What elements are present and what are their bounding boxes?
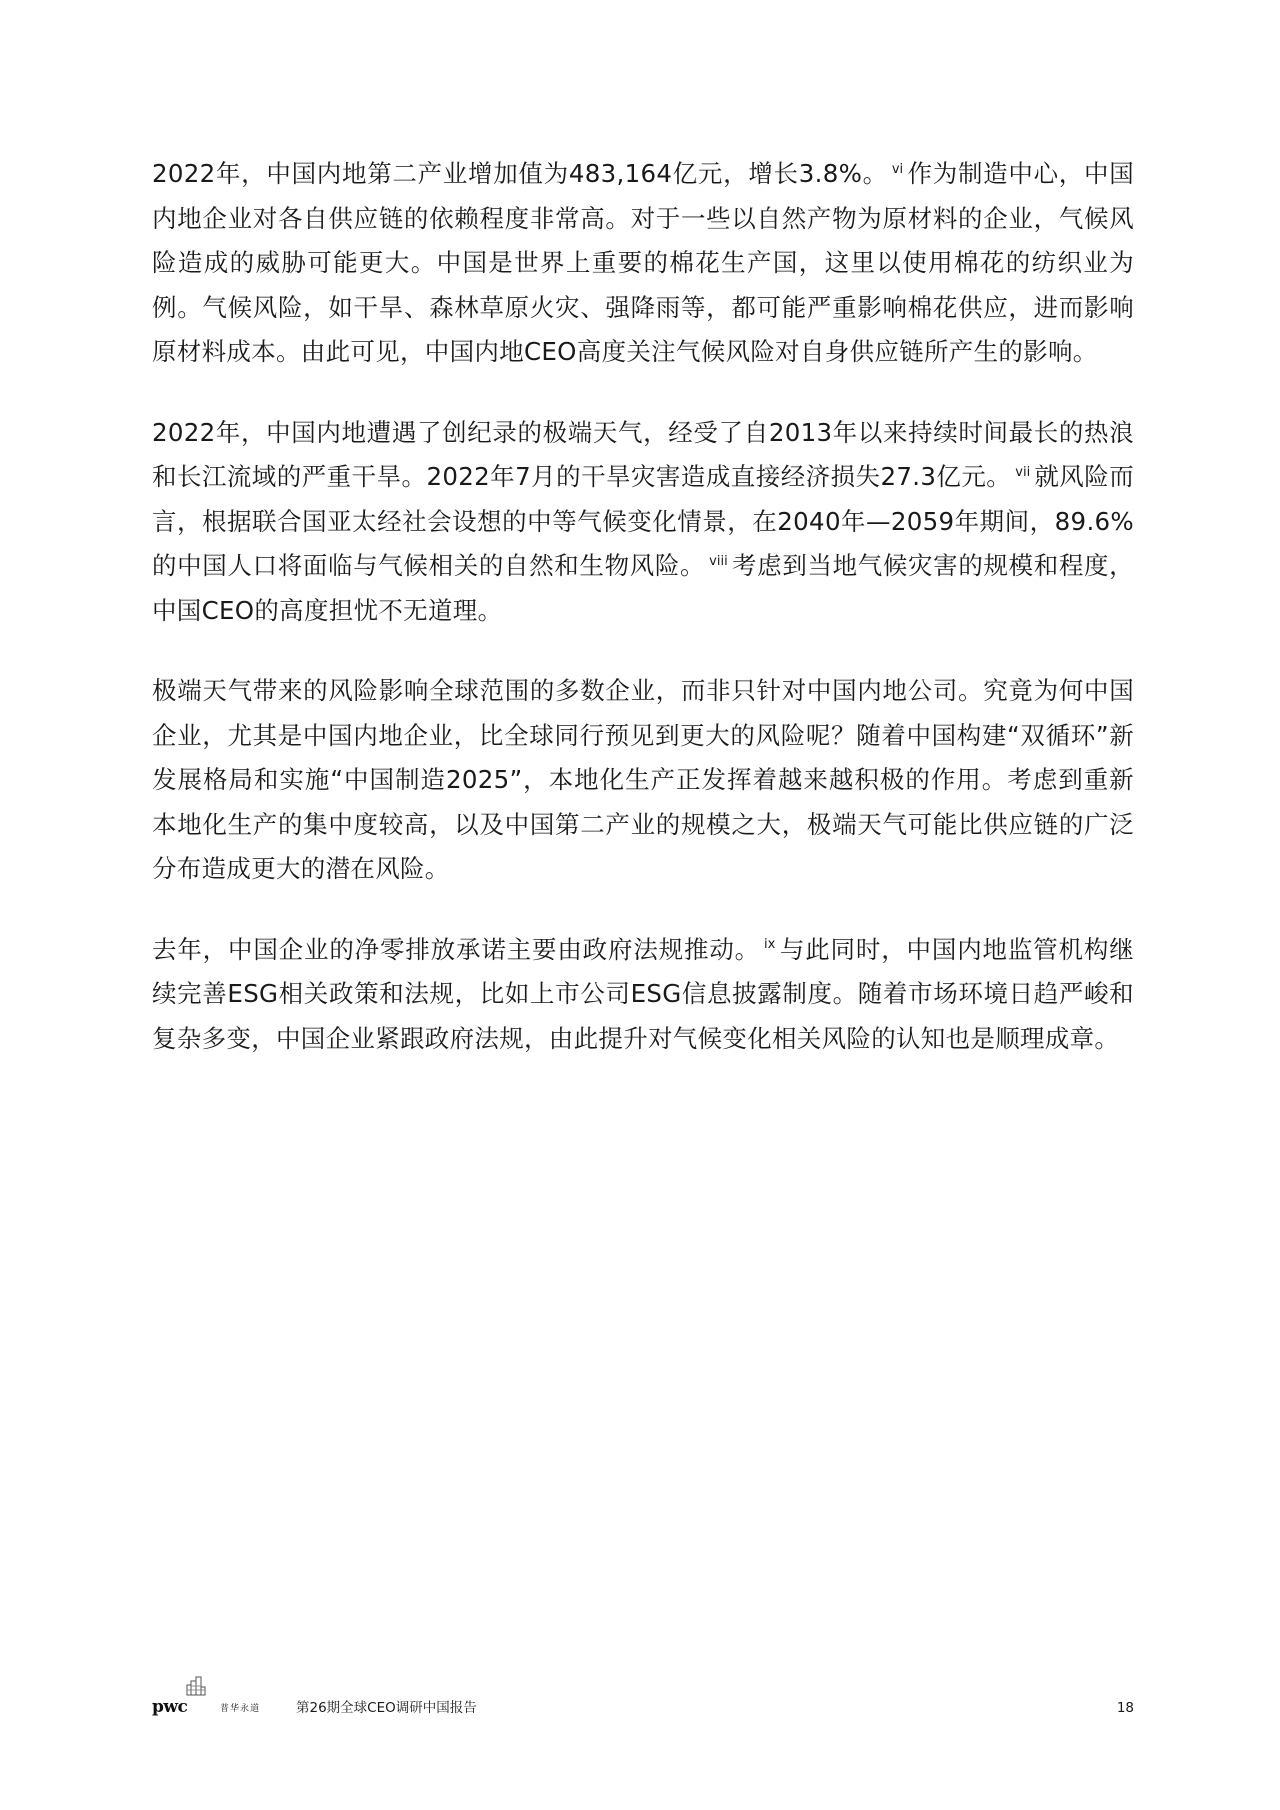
footnote-ref-vii[interactable]: vii [1015, 464, 1031, 480]
footnote-ref-vi[interactable]: vi [891, 161, 904, 177]
paragraph-text: 就风险而言，根据联合国亚太经社会设想的中等气候变化情景，在2040年—2059年期间，89.6%的中国人口将面临与气候相关的自然和生物风险。 [152, 462, 1134, 580]
paragraph-text: 去年，中国企业的净零排放承诺主要由政府法规推动。 [152, 934, 761, 964]
paragraph-text: 极端天气带来的风险影响全球范围的多数企业，而非只针对中国内地公司。究竟为何中国企业，尤其是中国内地企业，比全球同行预见到更大的风险呢？随着中国构建“双循环”新发展格局和实施“中国制造2025”，本地化生产正发挥着越来越积极的作用。考虑到重新本地化生产的集中度较高，以及中国第二产业的规模之大，极端天气可能比供应链的广泛分布造成更大的潜在风险。 [152, 676, 1134, 883]
paragraph-text: 与此同时，中国内地监管机构继续完善ESG相关政策和法规，比如上市公司ESG信息披露制度。随着市场环境日趋严峻和复杂多变，中国企业紧跟政府法规，由此提升对气候变化相关风险的认知也是顺理成章。 [152, 934, 1134, 1053]
paragraph-extreme-weather [152, 411, 1134, 634]
article-body [152, 152, 1134, 1097]
footnote-ref-ix[interactable]: ix [764, 937, 776, 953]
paragraph-localization-risk [152, 669, 1134, 892]
paragraph-secondary-industry [152, 152, 1134, 375]
paragraph-text: 2022年，中国内地遭遇了创纪录的极端天气，经受了自2013年以来持续时间最长的热浪和长江流域的严重干旱。2022年7月的干旱灾害造成直接经济损失27.3亿元。 [152, 417, 1134, 491]
pwc-logo [152, 1676, 204, 1716]
page-footer [152, 1676, 1134, 1716]
pwc-logo-mark-icon [186, 1676, 206, 1696]
paragraph-text: 作为制造中心，中国内地企业对各自供应链的依赖程度非常高。对于一些以自然产物为原材料的企业，气候风险造成的威胁可能更大。中国是世界上重要的棉花生产国，这里以使用棉花的纺织业为例。气候风险，如干旱、森林草原火灾、强降雨等，都可能严重影响棉花供应，进而影响原材料成本。由此可见，中国内地CEO高度关注气候风险对自身供应链所产生的影响。 [152, 159, 1135, 366]
pwc-logo-wordmark: pwc [152, 1697, 188, 1717]
footnote-ref-viii[interactable]: viii [709, 553, 728, 569]
paragraph-text: 2022年，中国内地第二产业增加值为483,164亿元，增长3.8%。 [152, 159, 888, 188]
report-title: 第26期全球CEO调研中国报告 [296, 1700, 477, 1716]
paragraph-net-zero [152, 928, 1134, 1062]
page-number: 18 [1116, 1700, 1134, 1716]
brand-chinese-name: 普华永道 [220, 1704, 261, 1714]
paragraph-text: 考虑到当地气候灾害的规模和程度，中国CEO的高度担忧不无道理。 [152, 551, 1134, 625]
